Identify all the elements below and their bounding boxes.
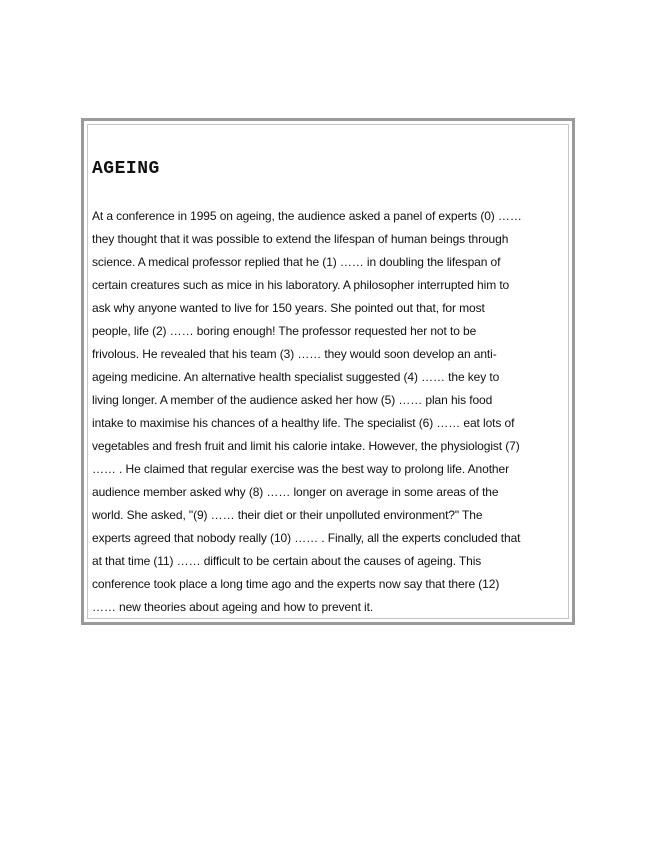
passage-line: vegetables and fresh fruit and limit his calorie intake. However, the physiologist (7) (92, 439, 520, 453)
exercise-frame (81, 118, 575, 625)
passage-line: certain creatures such as mice in his laboratory. A philosopher interrupted him to (92, 278, 510, 292)
passage-line: living longer. A member of the audience asked her how (5) …… plan his food (92, 393, 493, 407)
passage-line: At a conference in 1995 on ageing, the audience asked a panel of experts (0) …… (92, 209, 522, 223)
passage-line: people, life (2) …… boring enough! The professor requested her not to be (92, 324, 477, 338)
passage-line: …… new theories about ageing and how to prevent it. (92, 600, 374, 614)
passage-line: ask why anyone wanted to live for 150 years. She pointed out that, for most (92, 301, 485, 315)
passage-line: at that time (11) …… difficult to be certain about the causes of ageing. This (92, 554, 482, 568)
passage-line: world. She asked, "(9) …… their diet or their unpolluted environment?" The (92, 508, 483, 522)
passage-line: they thought that it was possible to extend the lifespan of human beings through (92, 232, 509, 246)
passage-line: frivolous. He revealed that his team (3) …… they would soon develop an anti- (92, 347, 497, 361)
passage-text (92, 205, 568, 619)
passage-line: audience member asked why (8) …… longer on average in some areas of the (92, 485, 499, 499)
passage-line: conference took place a long time ago and the experts now say that there (12) (92, 577, 500, 591)
passage-line: experts agreed that nobody really (10) …… . Finally, all the experts concluded that (92, 531, 521, 545)
page-title: AGEING (92, 159, 160, 179)
passage-line: …… . He claimed that regular exercise was the best way to prolong life. Another (92, 462, 509, 476)
passage-line: intake to maximise his chances of a healthy life. The specialist (6) …… eat lots of (92, 416, 515, 430)
passage-line: ageing medicine. An alternative health specialist suggested (4) …… the key to (92, 370, 500, 384)
passage-line: science. A medical professor replied that he (1) …… in doubling the lifespan of (92, 255, 501, 269)
